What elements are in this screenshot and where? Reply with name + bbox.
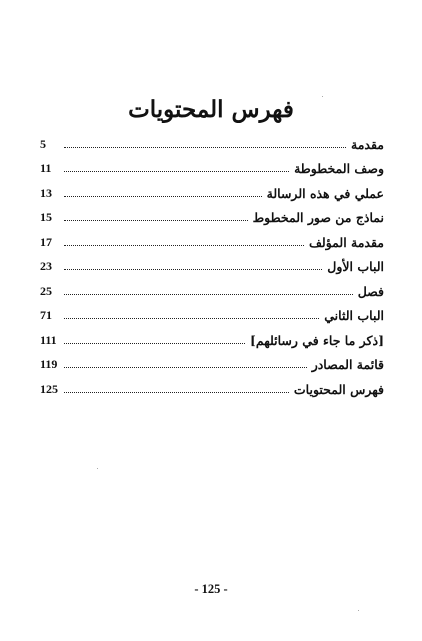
toc-entry-label: الباب الأول xyxy=(327,259,384,274)
toc-leader-dots xyxy=(64,147,346,148)
toc-entry-page: 15 xyxy=(40,210,52,224)
scan-speck xyxy=(97,468,98,469)
toc-entry xyxy=(40,324,384,349)
toc-leader-dots xyxy=(64,392,289,393)
toc-leader-dots xyxy=(64,294,353,295)
page-title: فهرس المحتويات xyxy=(128,96,294,123)
toc-entry-page: 119 xyxy=(40,357,58,371)
toc-entry xyxy=(40,226,384,251)
toc-entry-label: فهرس المحتويات xyxy=(293,381,384,397)
toc-leader-dots xyxy=(64,343,245,344)
toc-entry-page: 17 xyxy=(40,234,52,249)
page-number-footer: - 125 - xyxy=(194,582,228,596)
toc-leader-dots xyxy=(64,367,307,368)
toc-leader-dots xyxy=(64,171,289,172)
toc-entry xyxy=(40,128,384,153)
toc-entry-page: 5 xyxy=(40,136,46,151)
toc-entry-page: 11 xyxy=(40,161,52,175)
scan-speck xyxy=(322,96,323,97)
toc-leader-dots xyxy=(64,269,322,270)
toc-entry xyxy=(40,153,384,178)
toc-entry-label: مقدمة المؤلف xyxy=(308,234,384,250)
scan-speck xyxy=(358,610,359,611)
toc-entry-label: مقدمة xyxy=(351,136,384,152)
toc-leader-dots xyxy=(64,318,319,319)
toc-entry-label: وصف المخطوطة xyxy=(294,161,384,176)
toc-entry-page: 13 xyxy=(40,185,52,200)
toc-entry-label: [ذكر ما جاء في رسائلهم] xyxy=(250,332,384,348)
toc-leader-dots xyxy=(64,196,262,197)
toc-entry xyxy=(40,373,384,398)
toc-entry xyxy=(40,349,384,374)
toc-entry-page: 71 xyxy=(40,308,52,322)
toc-entry-label: قائمة المصادر xyxy=(311,357,384,372)
toc-entry-label: الباب الثاني xyxy=(324,308,384,323)
toc-entry-label: نماذج من صور المخطوط xyxy=(252,210,384,225)
toc-entry xyxy=(40,300,384,325)
toc-entry-label: فصل xyxy=(357,283,384,299)
toc-entry xyxy=(40,202,384,227)
toc-entry-page: 25 xyxy=(40,283,52,298)
toc-entry-page: 23 xyxy=(40,259,52,273)
toc-leader-dots xyxy=(64,220,248,221)
toc-entry-page: 125 xyxy=(40,381,58,396)
table-of-contents xyxy=(40,128,384,398)
toc-entry xyxy=(40,275,384,300)
toc-leader-dots xyxy=(64,245,304,246)
toc-entry-label: عملي في هذه الرسالة xyxy=(266,185,384,201)
toc-entry-page: 111 xyxy=(40,332,57,347)
toc-entry xyxy=(40,251,384,276)
toc-entry xyxy=(40,177,384,202)
